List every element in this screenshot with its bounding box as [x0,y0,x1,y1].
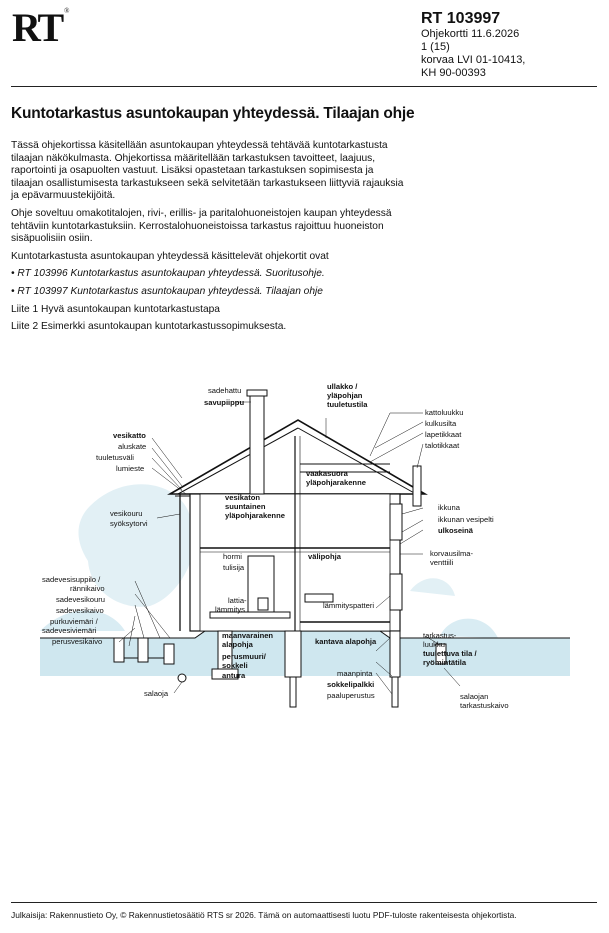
card-code: RT 103997 [421,10,501,27]
label-vesikatto: vesikatto [113,431,146,440]
label-salaoja: salaoja [144,689,169,698]
label-aluskate: aluskate [118,442,147,451]
label-maanvarainen-1: maanvarainen [222,631,274,640]
label-vesikaton-1: vesikaton [225,493,261,502]
list-item-rt103996: • RT 103996 Kuntotarkastus asuntokaupan yhteydessä. Suoritusohje. [11,268,325,280]
list-item-rt103997: • RT 103997 Kuntotarkastus asuntokaupan yhteydessä. Tilaajan ohje [11,285,323,297]
label-vesikaton-3: yläpohjarakenne [225,511,285,520]
house-section-diagram [30,376,570,726]
appendix-2: Liite 2 Esimerkki asuntokaupan kuntotarkastussopimuksesta. [11,321,287,333]
label-savupiippu: savupiippu [204,398,245,407]
label-talotikkaat: talotikkaat [425,441,460,450]
label-maanvarainen-2: alapohja [222,640,253,649]
body-text [11,140,407,339]
label-korvausilma-2: venttiili [430,558,454,567]
label-ulkoseina: ulkoseinä [438,526,474,535]
label-kulkusilta: kulkusilta [425,419,457,428]
label-perusmuuri-1: perusmuuri/ [222,652,266,661]
label-maanpinta: maanpinta [337,669,373,678]
label-ullakko-2: yläpohjan [327,391,363,400]
label-lattia-1: lattia- [228,596,247,605]
paragraph-intro: Tässä ohjekortissa käsitellään asuntokaupan yhteydessä tehtävää kuntotarkastusta tilaajan näkökulmasta. Ohjekortissa määritellään tarkastuksen tavoitteet, laajuus, raportointi ja osapuolten vastuut. Lisäksi opastetaan tarkastuksen sopimisesta ja tilaajan osallistumisesta tarkastukseen sekä selvitetään tarkastukseen liittyviä rajauksia ja epävarmuustekijöitä. [11,140,404,202]
label-purkuviemari-2: sadevesiviemäri [42,626,97,635]
label-lattia-2: lämmitys [215,605,245,614]
label-tarkastusluukku-1: tarkastus- [423,631,457,640]
label-tarkastusluukku-2: luukku [423,640,445,649]
label-paaluperustus: paaluperustus [327,691,375,700]
label-tuulettuva-2: ryömintätila [423,658,467,667]
appendix-1: Liite 1 Hyvä asuntokaupan kuntotarkastustapa [11,303,220,315]
label-sadevesikaivo: sadevesikaivo [56,606,104,615]
label-tuuletusvali: tuuletusväli [96,453,134,462]
label-sadevesisuppilo-2: rännikaivo [70,584,105,593]
header-divider [11,86,597,87]
label-sadevesikouru: sadevesikouru [56,595,105,604]
label-kattoluukku: kattoluukku [425,408,464,417]
label-korvausilma-1: korvausilma- [430,549,474,558]
registered-mark: ® [64,7,70,15]
label-ullakko-1: ullakko / [327,382,358,391]
card-pages: 1 (15) [421,41,450,53]
label-antura: antura [222,671,246,680]
label-vesikouru: vesikouru [110,509,143,518]
label-sokkelipalkki: sokkelipalkki [327,680,375,689]
label-lammityspatteri: lämmityspatteri [323,601,375,610]
label-lumieste: lumieste [116,464,145,473]
label-sadevesisuppilo-1: sadevesisuppilo / [42,575,101,584]
label-vesikaton-2: suuntainen [225,502,266,511]
paragraph-cards-intro: Kuntotarkastusta asuntokaupan yhteydessä käsittelevät ohjekortit ovat [11,250,329,262]
label-vaakasuora-1: vaakasuora [306,469,348,478]
rt-logo [12,5,70,50]
label-lapetikkaat: lapetikkaat [425,430,462,439]
label-syoksytorvi: syöksytorvi [110,519,148,528]
label-kantava-alapohja: kantava alapohja [315,637,377,646]
label-hormi: hormi [223,552,242,561]
card-date: Ohjekortti 11.6.2026 [421,28,520,40]
label-perusvesikaivo: perusvesikaivo [52,637,103,646]
page-title: Kuntotarkastus asuntokaupan yhteydessä. Tilaajan ohje [11,105,415,122]
label-vesipelti: ikkunan vesipelti [438,515,494,524]
label-ikkuna: ikkuna [438,503,460,512]
footer-divider [11,902,597,903]
paragraph-scope: Ohje soveltuu omakotitalojen, rivi-, erillis- ja paritalohuoneistojen kaupan yhteydessä tehtäviin kuntotarkastuksiin. Kerrostalohuoneistoissa tarkastus rajoittuu huoneiston sisäpuolisiin osiin. [11,207,392,245]
label-purkuviemari-1: purkuviemäri / [50,617,98,626]
label-vaakasuora-2: yläpohjarakenne [306,478,366,487]
label-salaojan-2: tarkastuskaivo [460,701,509,710]
label-salaojan-1: salaojan [460,692,489,701]
label-tuulettuva-1: tuulettuva tila / [423,649,477,658]
label-sadehattu: sadehattu [208,386,242,395]
label-valipohja: välipohja [308,552,341,561]
label-tulisija: tulisija [223,563,245,572]
card-replaces-2: KH 90-00393 [421,67,486,79]
card-replaces: korvaa LVI 01-10413, [421,54,526,66]
logo-text: RT [12,5,63,50]
card-meta [421,10,606,80]
label-ullakko-3: tuuletustila [327,400,368,409]
footer-publisher: Julkaisija: Rakennustieto Oy, © Rakennustietosäätiö RTS sr 2026. Tämä on automaattisesti luotu PDF-tuloste rakenteisesta ohjekortista. [11,910,517,920]
label-perusmuuri-2: sokkeli [222,661,248,670]
